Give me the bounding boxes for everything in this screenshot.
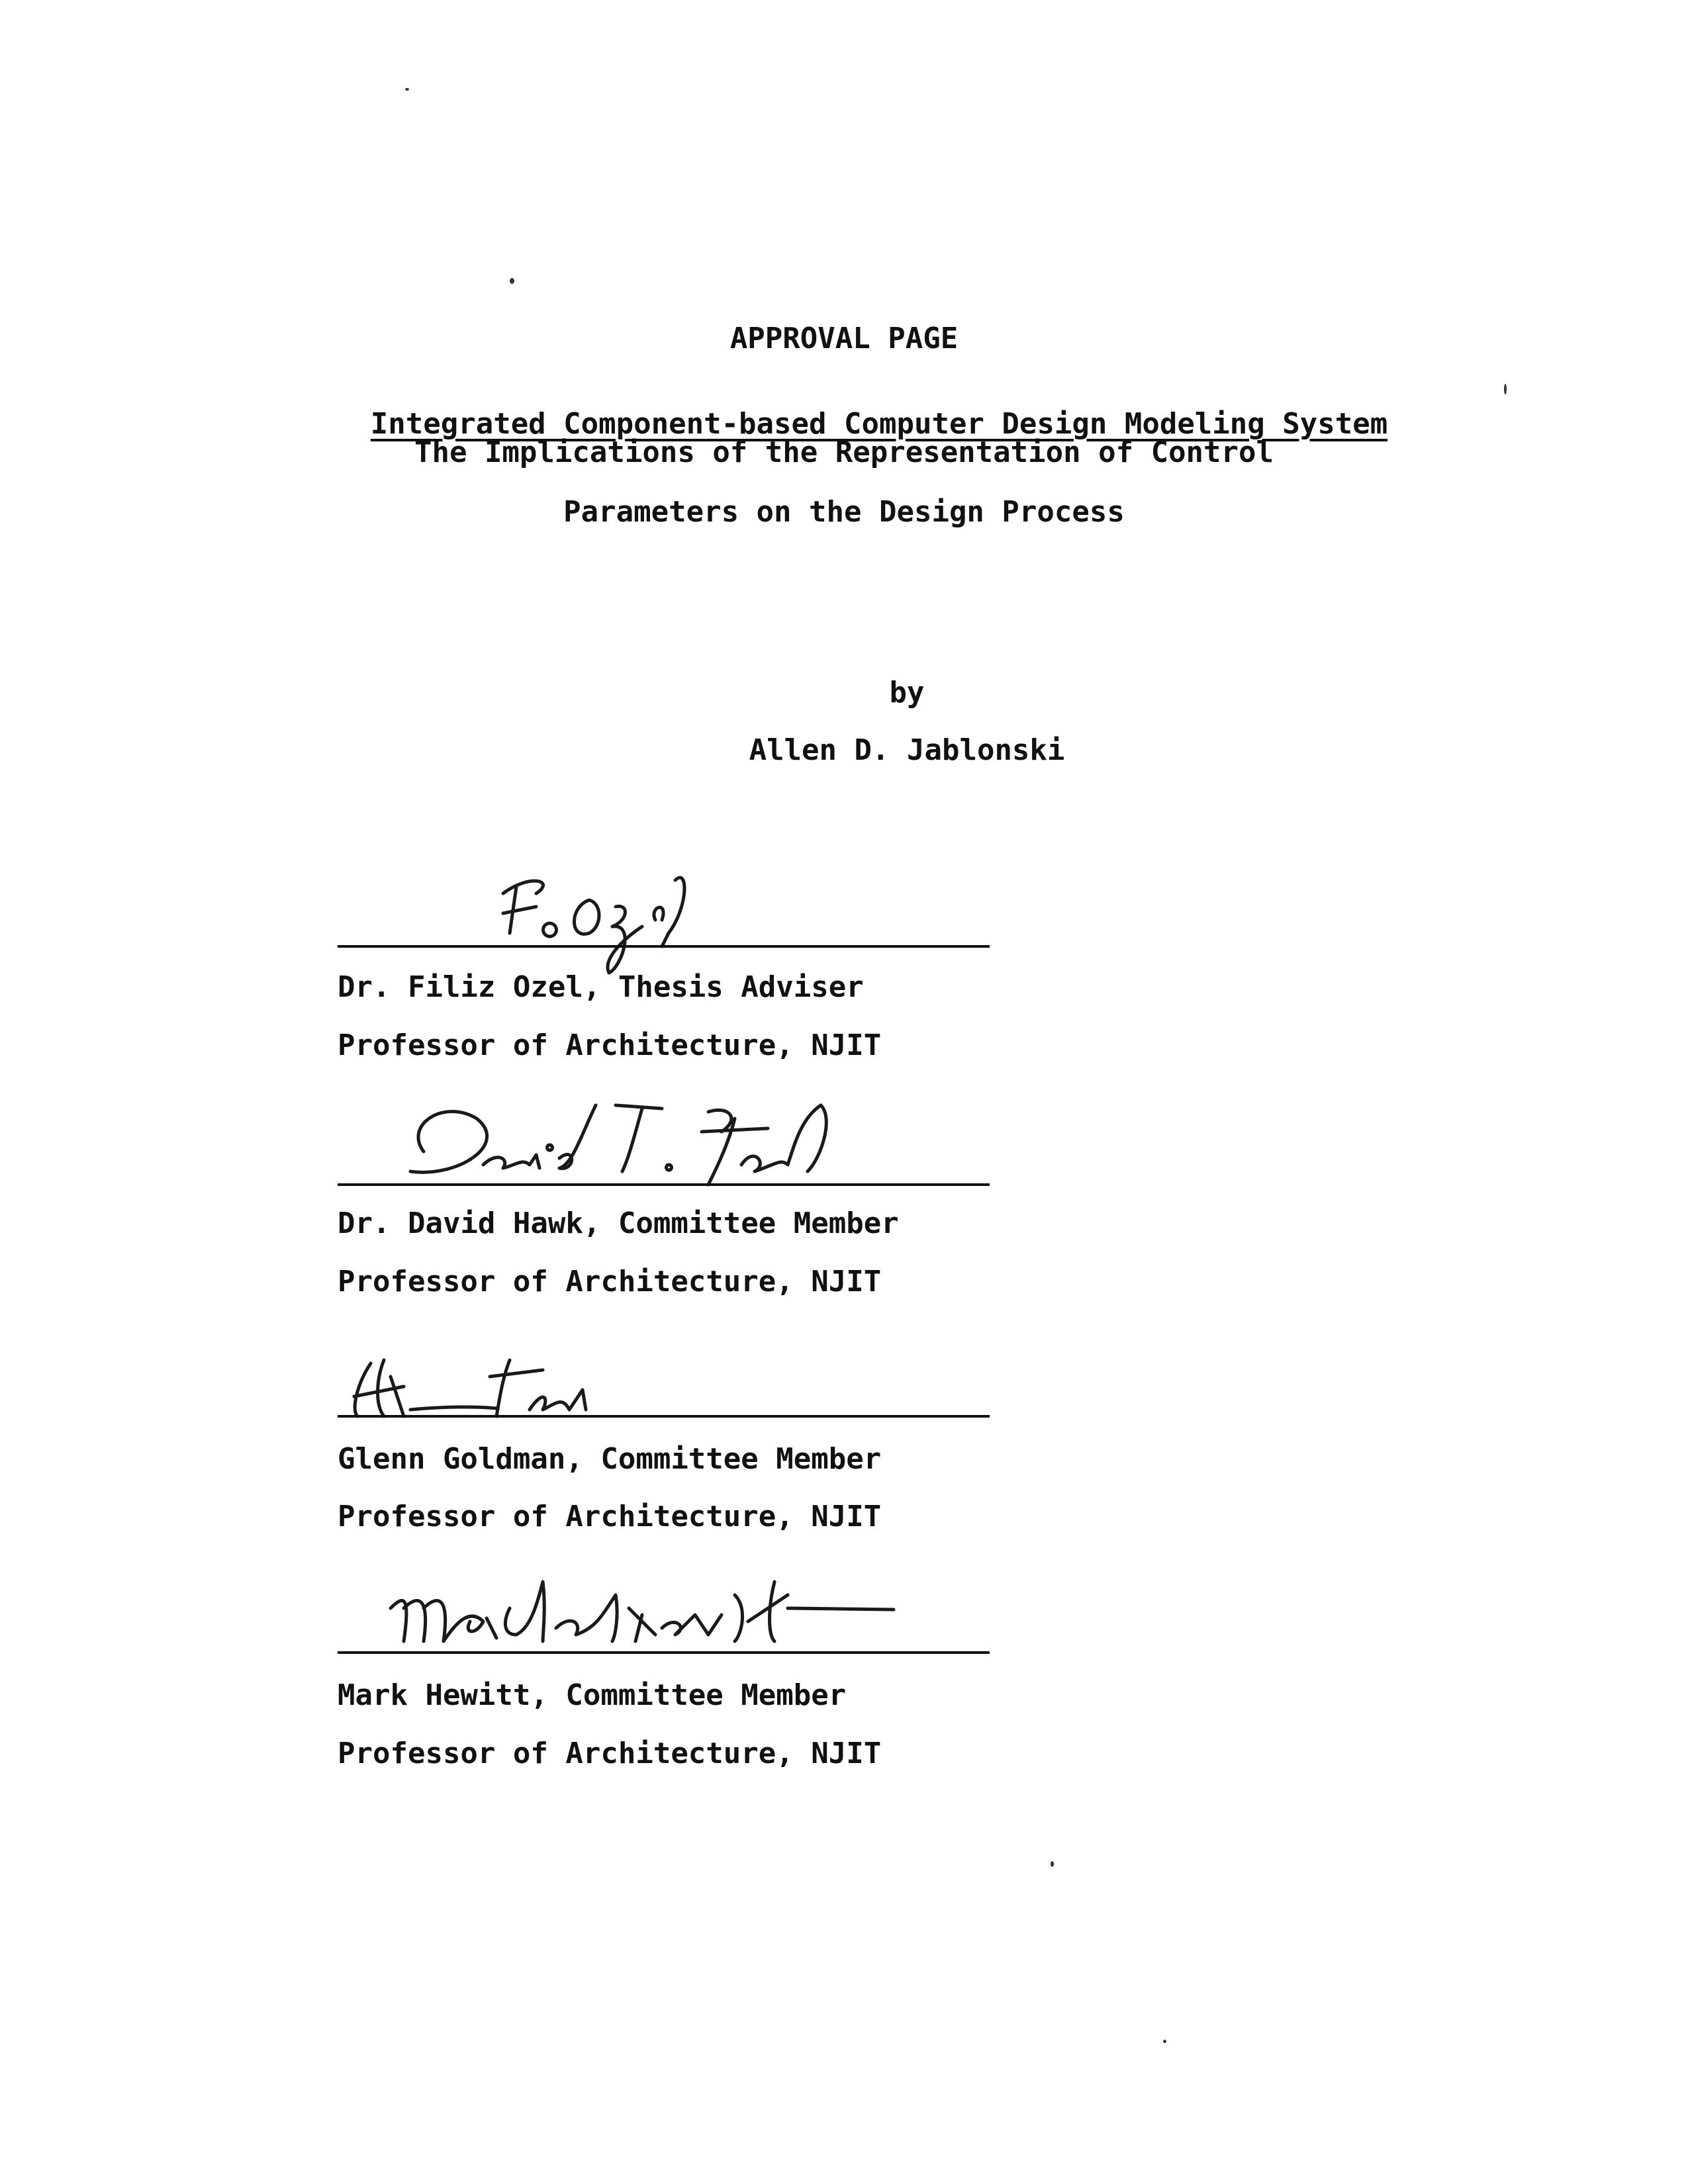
thesis-title-line-2: The Implications of the Representation of Control <box>414 435 1274 469</box>
scan-speck <box>1051 1861 1054 1867</box>
signature-hawk <box>397 1092 874 1191</box>
scan-speck <box>1504 384 1507 394</box>
scan-speck <box>405 88 409 91</box>
signature-ozel <box>490 867 702 973</box>
signatory-4-title: Professor of Architecture, NJIT <box>338 1737 882 1770</box>
signatory-2-title: Professor of Architecture, NJIT <box>338 1265 882 1298</box>
signatory-1-title: Professor of Architecture, NJIT <box>338 1028 882 1062</box>
signature-line-1 <box>338 945 990 948</box>
signatory-1-name-role: Dr. Filiz Ozel, Thesis Adviser <box>338 970 864 1004</box>
scan-speck <box>510 278 514 284</box>
signature-hewitt <box>377 1569 933 1655</box>
signatory-4-name-role: Mark Hewitt, Committee Member <box>338 1678 847 1712</box>
signature-line-2 <box>338 1183 990 1186</box>
author-name: Allen D. Jablonski <box>749 733 1065 767</box>
scan-speck <box>1163 2040 1166 2043</box>
page-heading: APPROVAL PAGE <box>729 322 959 355</box>
signature-line-3 <box>338 1415 990 1418</box>
signatory-3-name-role: Glenn Goldman, Committee Member <box>338 1442 882 1476</box>
signature-line-4 <box>338 1651 990 1654</box>
signatory-3-title: Professor of Architecture, NJIT <box>338 1500 882 1533</box>
by-label: by <box>889 676 925 709</box>
signature-goldman <box>344 1350 622 1423</box>
thesis-title-line-1: Integrated Component-based Computer Design Modeling System <box>370 407 1388 441</box>
signatory-2-name-role: Dr. David Hawk, Committee Member <box>338 1206 899 1240</box>
thesis-title-line-3: Parameters on the Design Process <box>563 495 1125 529</box>
